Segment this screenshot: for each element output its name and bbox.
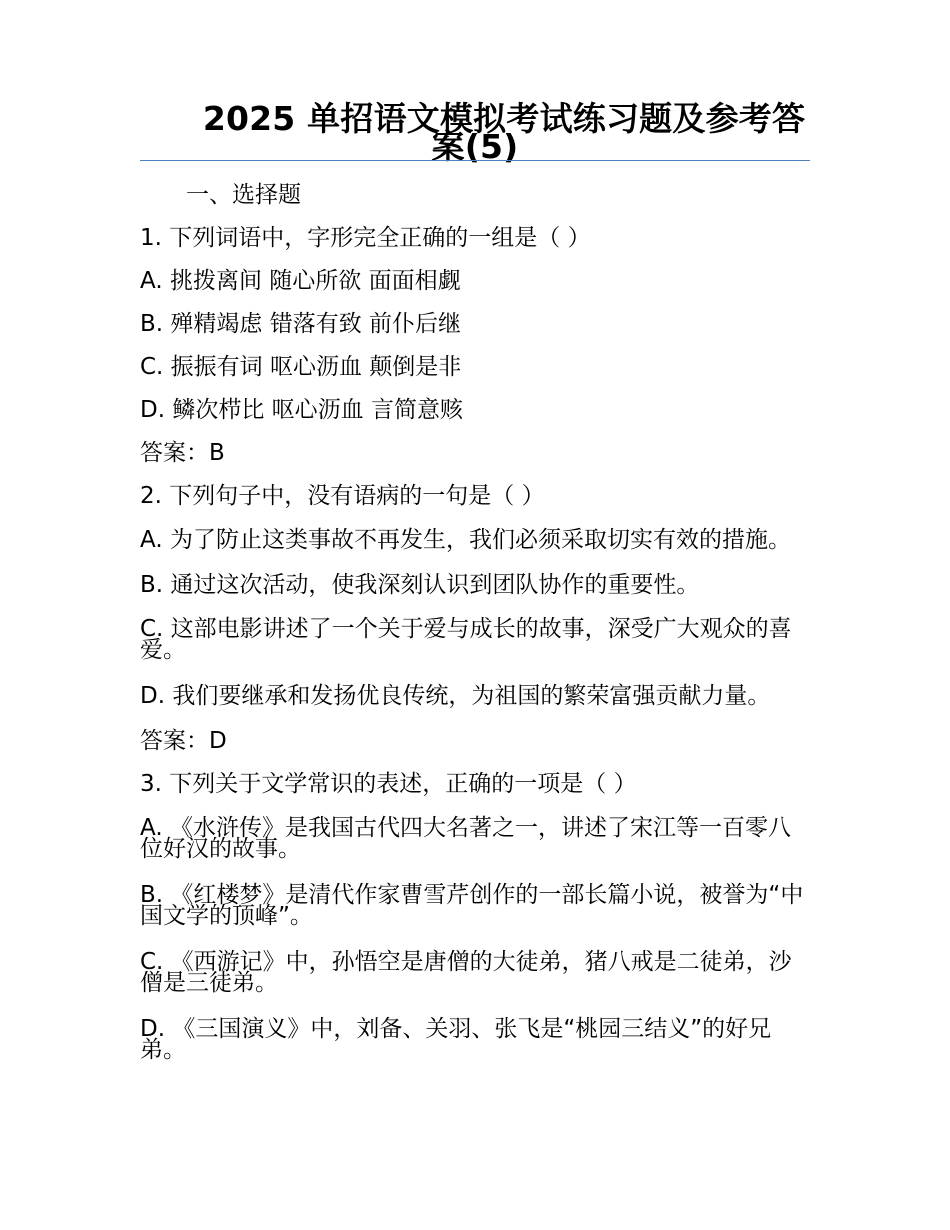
question-1-answer: 答案：B <box>140 440 225 466</box>
question-3-option-c: C. 《西游记》中，孙悟空是唐僧的大徒弟，猪八戒是二徒弟，沙僧是三徒弟。 <box>140 949 792 996</box>
question-1-stem: 1. 下列词语中，字形完全正确的一组是（ ） <box>140 225 591 251</box>
question-1-option-c: C. 振振有词 呕心沥血 颠倒是非 <box>140 354 462 380</box>
section-heading: 一、选择题 <box>186 182 301 208</box>
question-2-option-d: D. 我们要继承和发扬优良传统，为祖国的繁荣富强贡献力量。 <box>140 683 771 709</box>
question-2-option-a: A. 为了防止这类事故不再发生，我们必须采取切实有效的措施。 <box>140 527 791 553</box>
question-1-option-d: D. 鳞次栉比 呕心沥血 言简意赅 <box>140 397 463 423</box>
question-2-stem: 2. 下列句子中，没有语病的一句是（ ） <box>140 483 545 509</box>
question-3-stem: 3. 下列关于文学常识的表述，正确的一项是（ ） <box>140 771 637 797</box>
question-2-option-b: B. 通过这次活动，使我深刻认识到团队协作的重要性。 <box>140 572 700 598</box>
title-line-2: 案(5) <box>431 127 519 166</box>
document-title <box>140 99 810 166</box>
question-1-option-a: A. 挑拨离间 随心所欲 面面相觑 <box>140 268 461 294</box>
question-3-option-d: D. 《三国演义》中，刘备、关羽、张飞是“桃园三结义”的好兄弟。 <box>140 1016 772 1063</box>
title-line-1: 2025 单招语文模拟考试练习题及参考答 <box>202 99 806 138</box>
question-2-answer: 答案：D <box>140 728 227 754</box>
question-3-option-b: B. 《红楼梦》是清代作家曹雪芹创作的一部长篇小说，被誉为“中国文学的顶峰”。 <box>140 882 804 929</box>
question-1-option-b: B. 殚精竭虑 错落有致 前仆后继 <box>140 311 462 337</box>
question-3-option-a: A. 《水浒传》是我国古代四大名著之一，讲述了宋江等一百零八位好汉的故事。 <box>140 815 791 862</box>
document-body <box>140 178 808 1078</box>
title-divider <box>140 160 810 161</box>
question-2-option-c: C. 这部电影讲述了一个关于爱与成长的故事，深受广大观众的喜爱。 <box>140 616 792 663</box>
